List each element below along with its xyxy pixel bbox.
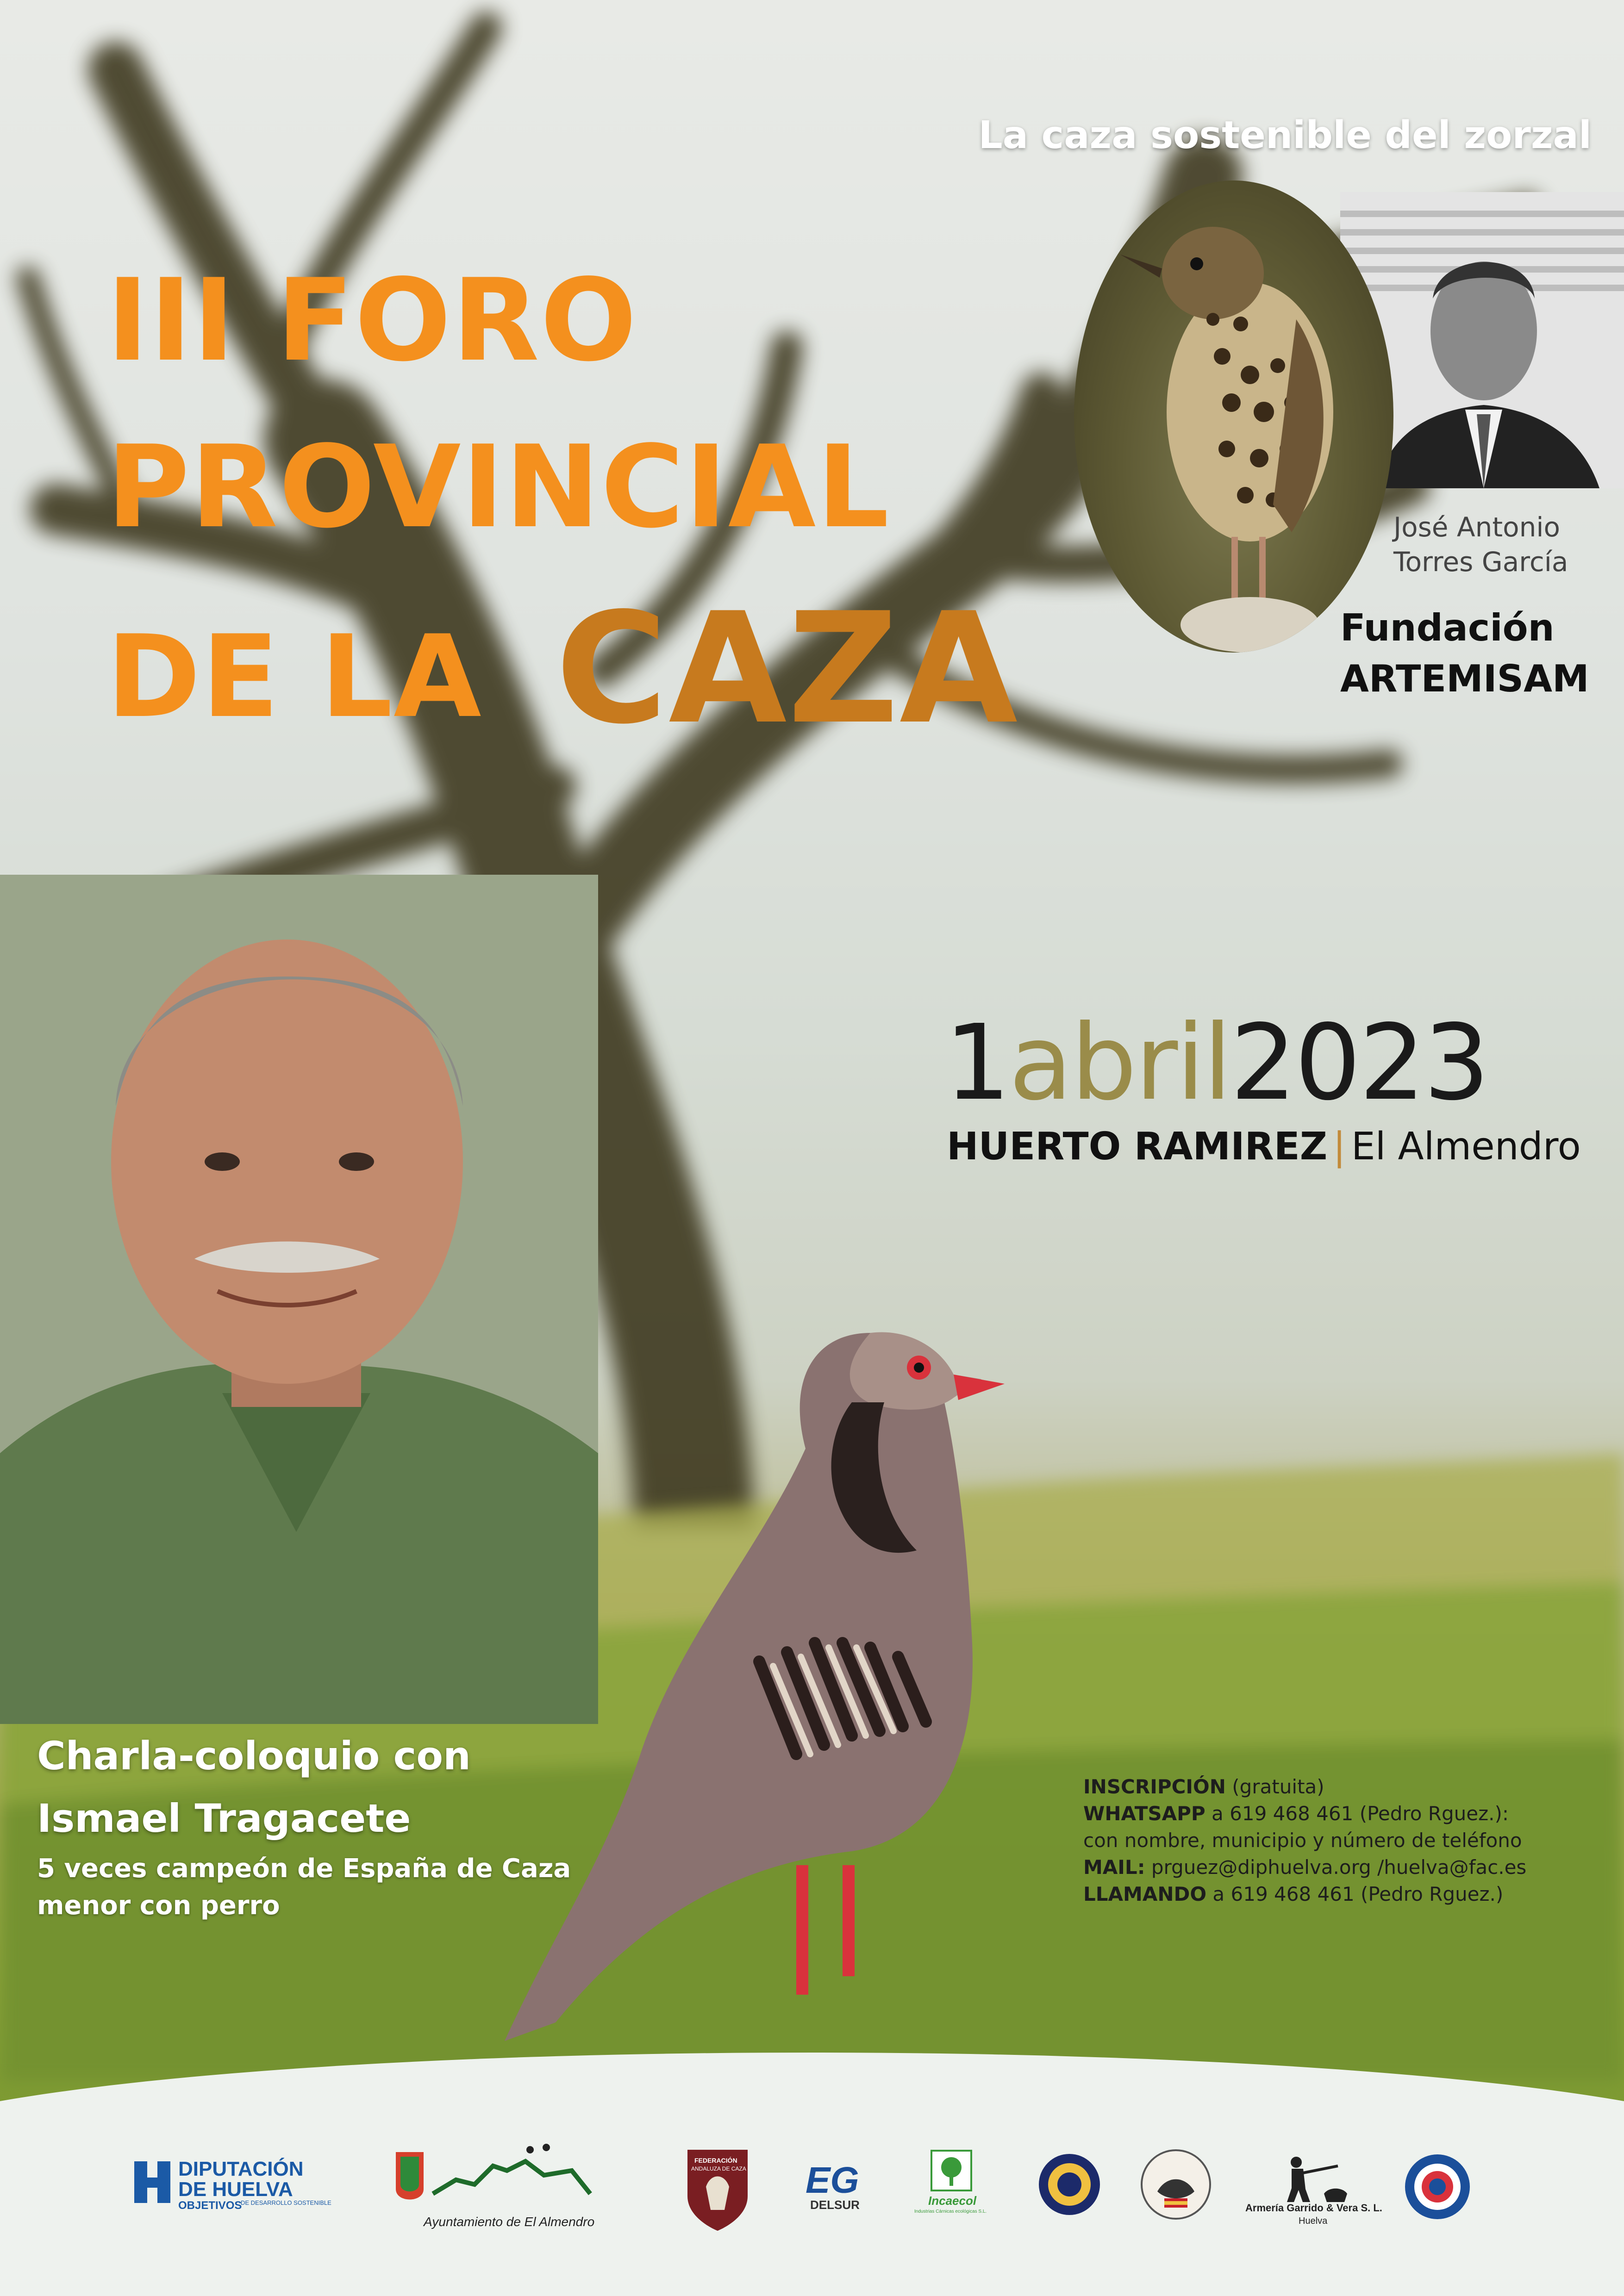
venue-separator: | [1333,1125,1346,1169]
hunter-silhouette-icon [1245,2152,1384,2203]
talk1-description-line2: menor con perro [37,1891,280,1921]
whatsapp-number: a 619 468 461 (Pedro Rguez.): [1205,1802,1509,1825]
eg-delsur-logo [806,2159,875,2215]
incaecol-tagline: Industrias Cárnicas ecológicas S.L. [914,2209,987,2214]
federacion-line2: ANDALUZA DE CAZA [691,2165,746,2172]
talk1-speaker-name: Ismael Tragacete [37,1796,411,1841]
event-title-line3a: DE LA [106,611,482,743]
diputacion-line3: OBJETIVOS [178,2199,242,2212]
event-date [944,1002,1488,1124]
registration-line5 [1083,1885,1503,1904]
almendro-logo [387,2138,595,2231]
club-badge-3-icon [1403,2152,1472,2221]
club-badge-1-icon [1037,2152,1102,2217]
phone-label: LLAMANDO [1083,1883,1207,1905]
phone-number: a 619 468 461 (Pedro Rguez.) [1206,1883,1504,1905]
date-month: abril [1009,1002,1230,1124]
event-title-line3b: CAZA [556,580,1019,758]
incaecol-logo [914,2150,988,2219]
talk1-description-line1: 5 veces campeón de España de Caza [37,1854,571,1884]
whatsapp-label: WHATSAPP [1083,1802,1206,1825]
event-title-line2: PROVINCIAL [106,421,890,553]
diputacion-line1: DIPUTACIÓN [178,2158,304,2180]
date-day: 1 [944,1002,1009,1124]
event-title-line1: III FORO [106,255,638,386]
registration-line2 [1083,1804,1509,1823]
armeria-city: Huelva [1299,2216,1328,2226]
incaecol-tree-icon [931,2150,972,2191]
registration-line3 [1083,1831,1522,1850]
diputacion-line2: DE HUELVA [178,2178,293,2201]
eg-mark: EG [806,2159,859,2201]
incaecol-name: Incaecol [928,2194,977,2208]
almendro-name: Ayuntamiento de El Almendro [424,2215,595,2229]
armeria-logo [1245,2152,1384,2226]
thrush-illustration [1074,180,1393,653]
registration-label: INSCRIPCIÓN [1083,1775,1226,1798]
eg-name: DELSUR [810,2198,860,2212]
registration-line1 [1083,1777,1324,1797]
diputacion-huelva-logo [130,2157,352,2212]
registration-line4 [1083,1858,1526,1877]
speaker2-org-line1: Fundación [1340,606,1555,649]
whatsapp-instructions: con nombre, municipio y número de teléfono [1083,1829,1522,1852]
date-year: 2023 [1230,1002,1488,1124]
venue-place: HUERTO RAMIREZ [947,1125,1328,1169]
federacion-caza-logo [683,2145,752,2233]
partridge-image [500,1226,1120,2041]
talk2-subtitle: La caza sostenible del zorzal [978,113,1592,157]
venue-town: El Almendro [1351,1125,1581,1169]
almendro-logo-mark [387,2138,595,2217]
event-venue [947,1125,1581,1169]
speaker2-name-line1: José Antonio [1393,511,1560,543]
mail-label: MAIL: [1083,1856,1145,1879]
talk1-line1: Charla-coloquio con [37,1733,471,1779]
mail-addresses[interactable]: prguez@diphuelva.org /huelva@fac.es [1145,1856,1527,1879]
speaker2-org-line2: ARTEMISAM [1340,657,1589,700]
registration-note: (gratuita) [1225,1775,1324,1798]
speaker2-name-line2: Torres García [1393,546,1568,578]
diputacion-line4: DE DESARROLLO SOSTENIBLE [241,2199,331,2206]
armeria-name: Armería Garrido & Vera S. L. [1245,2202,1382,2214]
club-badge-2-icon [1139,2147,1213,2221]
federacion-line1: FEDERACIÓN [694,2157,737,2164]
thrush-photo [1074,180,1393,653]
